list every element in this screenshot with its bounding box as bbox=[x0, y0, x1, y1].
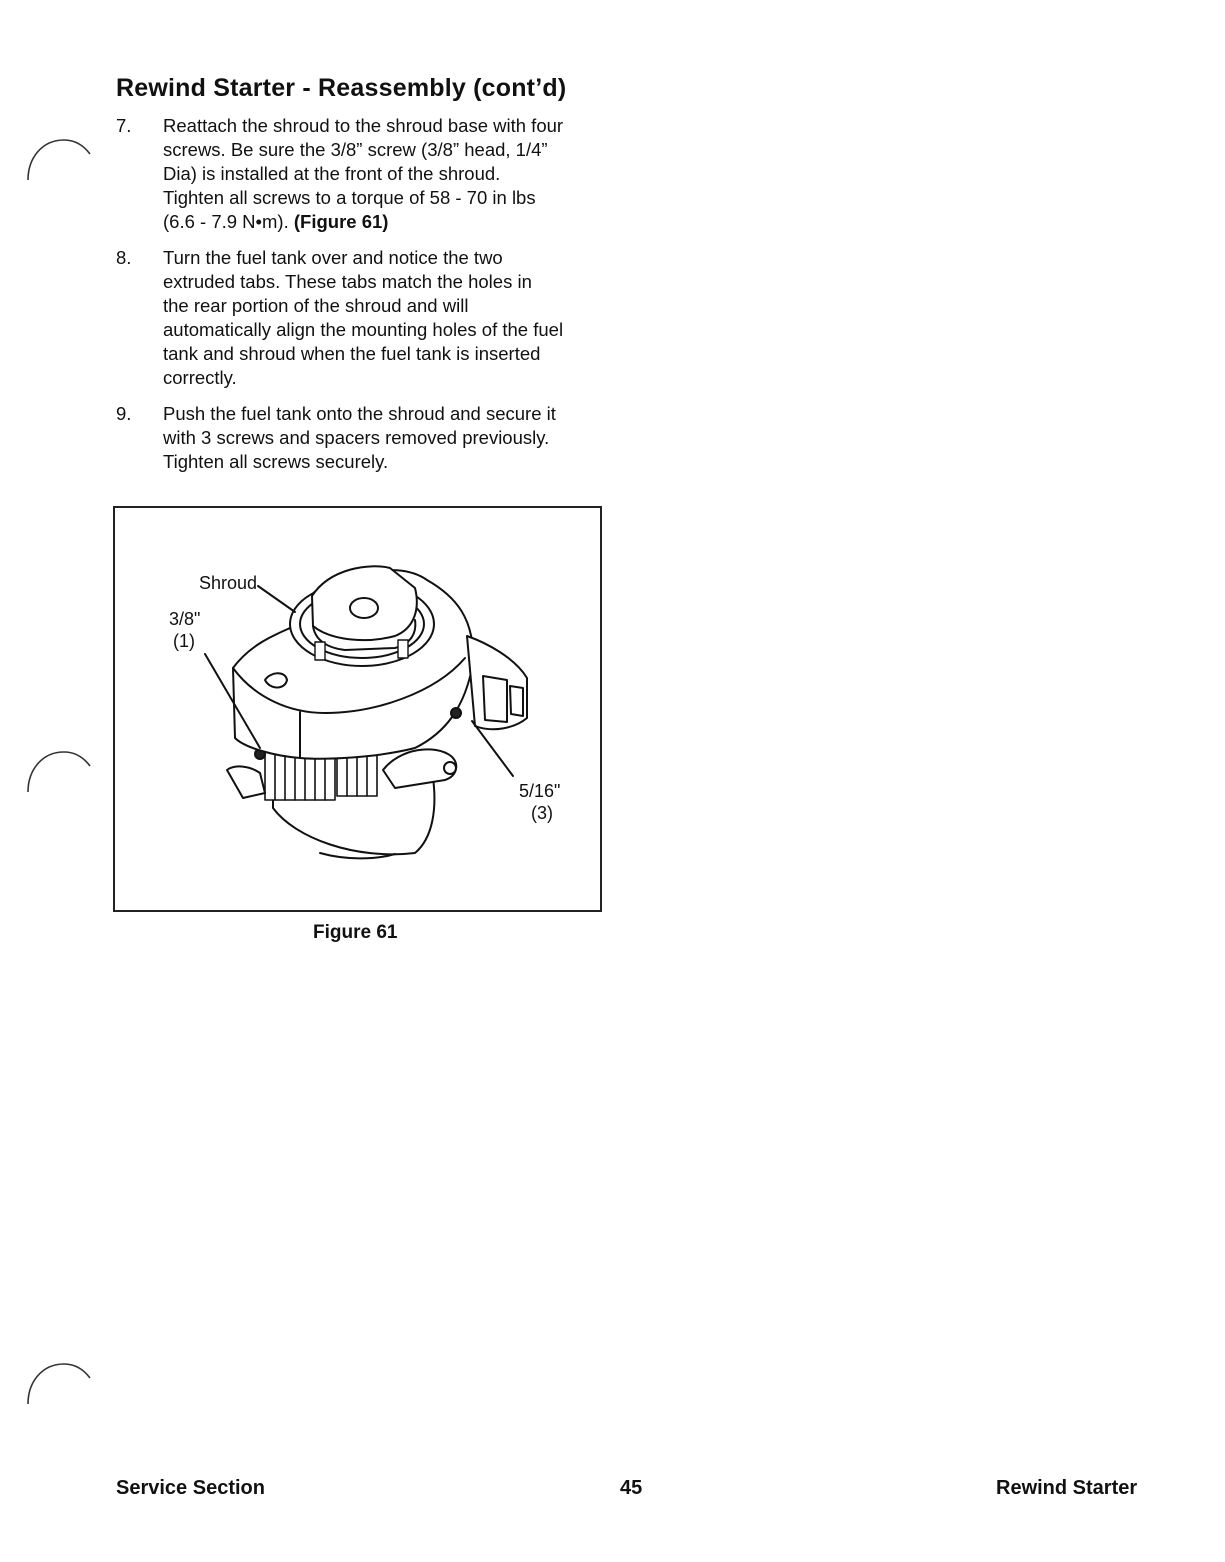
step-item bbox=[116, 246, 616, 390]
step-number: 9. bbox=[116, 403, 132, 424]
rear-screw-number-callout: (3) bbox=[531, 803, 553, 823]
step-line: with 3 screws and spacers removed previously. bbox=[163, 427, 550, 448]
front-screw-size-callout: 3/8" bbox=[169, 609, 201, 629]
step-item bbox=[116, 114, 616, 234]
step-number: 8. bbox=[116, 247, 132, 268]
step-line: automatically align the mounting holes of the fuel bbox=[163, 319, 564, 340]
step-line: Tighten all screws securely. bbox=[163, 451, 389, 472]
step-item bbox=[116, 402, 616, 474]
step-line: Reattach the shroud to the shroud base with four bbox=[163, 115, 564, 136]
binder-hole-mark bbox=[20, 1352, 100, 1412]
step-line: screws. Be sure the 3/8” screw (3/8” head, 1/4” bbox=[163, 139, 548, 160]
step-line: Turn the fuel tank over and notice the two bbox=[163, 247, 503, 268]
step-line: tank and shroud when the fuel tank is inserted bbox=[163, 343, 541, 364]
step-line: Push the fuel tank onto the shroud and secure it bbox=[163, 403, 556, 424]
step-text bbox=[163, 402, 616, 474]
step-line: correctly. bbox=[163, 367, 237, 388]
footer-chapter-name: Rewind Starter bbox=[996, 1477, 1138, 1499]
front-screw-number-callout: (1) bbox=[173, 631, 195, 651]
step-line bbox=[163, 210, 616, 234]
step-line: extruded tabs. These tabs match the holes in bbox=[163, 271, 532, 292]
figure-frame bbox=[113, 506, 602, 912]
footer-page-number: 45 bbox=[620, 1477, 643, 1499]
page-title: Rewind Starter - Reassembly (cont’d) bbox=[116, 74, 567, 102]
step-line: Dia) is installed at the front of the shroud. bbox=[163, 163, 501, 184]
figure-reference: (Figure 61) bbox=[293, 211, 389, 232]
figure-caption: Figure 61 bbox=[313, 922, 398, 943]
step-text bbox=[163, 246, 616, 390]
engine-illustration bbox=[115, 508, 600, 910]
footer-section-name: Service Section bbox=[116, 1477, 265, 1499]
binder-hole-mark bbox=[20, 128, 100, 188]
torque-metric: (6.6 - 7.9 N•m). bbox=[163, 211, 289, 232]
step-line: the rear portion of the shroud and will bbox=[163, 295, 469, 316]
step-text bbox=[163, 114, 616, 234]
binder-hole-mark bbox=[20, 740, 100, 800]
step-line: Tighten all screws to a torque of 58 - 70 in lbs bbox=[163, 187, 536, 208]
step-list bbox=[116, 114, 616, 486]
shroud-callout: Shroud bbox=[199, 573, 258, 593]
step-number: 7. bbox=[116, 115, 132, 136]
rear-screw-size-callout: 5/16" bbox=[519, 781, 561, 801]
